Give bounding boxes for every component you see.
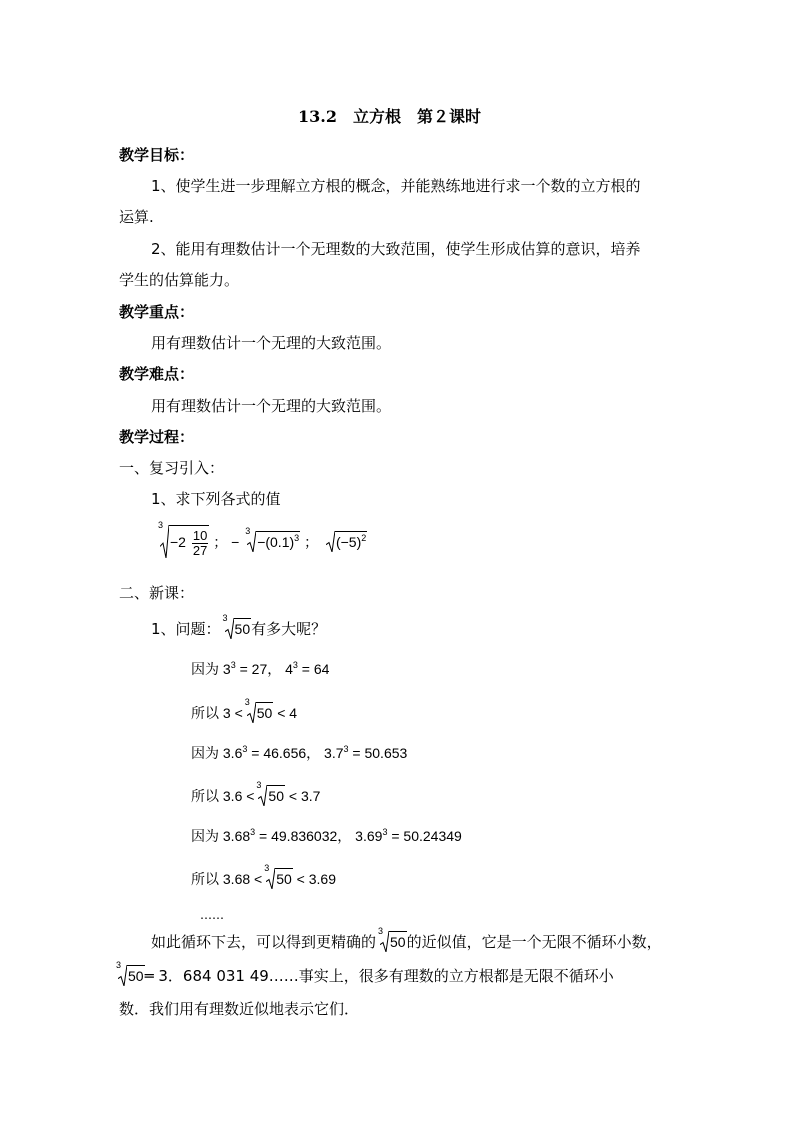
step-because-2: 因为 $3.6^3 = 46.656$， $3.7^3 = 50.653$ xyxy=(191,744,408,761)
ellipsis: …… xyxy=(200,908,224,922)
difficult-points-heading: 教学难点： xyxy=(119,365,195,383)
radical-icon xyxy=(247,702,256,723)
exponent: 3 xyxy=(294,533,300,544)
radical-icon xyxy=(326,531,335,552)
radicand: (−5) xyxy=(335,534,362,551)
root-index: 3 xyxy=(222,613,228,623)
cube-root-50: 3 50 xyxy=(244,697,273,721)
goal1-line1: 1、使学生进一步理解立方根的概念，并能熟练地进行求一个数的立方根的 xyxy=(151,177,641,195)
cube-root-50: 3 50 xyxy=(116,960,144,984)
difficult-points-text: 用有理数估计一个无理的大致范围。 xyxy=(151,397,392,415)
root-index: 3 xyxy=(158,520,164,530)
radicand-minus: −2 xyxy=(170,534,186,551)
goal1-line2: 运算. xyxy=(119,208,154,226)
cube-root-expression xyxy=(245,526,300,552)
step-so-2: 所以 3.6 < 3 50 < 3.7 xyxy=(191,780,321,804)
process-heading: 教学过程： xyxy=(119,428,195,446)
radical-icon xyxy=(160,525,169,558)
key-points-text: 用有理数估计一个无理的大致范围。 xyxy=(151,334,392,352)
minus-sign: − xyxy=(231,534,240,551)
key-points-heading: 教学重点： xyxy=(119,303,195,321)
separator: ； xyxy=(213,534,228,551)
page-title: 13.2 立方根 第２课时 xyxy=(298,107,481,126)
cube-root-50: 3 50 xyxy=(378,926,406,950)
radical-icon xyxy=(380,931,389,952)
root-index: 3 xyxy=(245,526,251,537)
new-lesson-heading: 二、新课： xyxy=(119,584,195,602)
conclusion-line3: 数．我们用有理数近似地表示它们． xyxy=(119,1000,360,1018)
conclusion-line2: 3 50═ 3．684 031 49……事实上，很多有理数的立方根都是无限不循环小 xyxy=(116,960,614,985)
radical-icon xyxy=(266,868,275,889)
problem-suffix: 有多大呢？ xyxy=(251,620,327,638)
step-so-3: 所以 3.68 < 3 50 < 3.69 xyxy=(191,863,336,887)
exponent: 2 xyxy=(361,533,367,544)
cube-root-expression xyxy=(158,520,209,558)
step-because-1: 因为 $3^3 = 27$， $4^3 = 64$ xyxy=(191,660,330,677)
cube-root-50 xyxy=(222,613,252,639)
review-item: 1、求下列各式的值 xyxy=(151,490,281,508)
cube-root-50: 3 50 xyxy=(256,780,284,804)
problem-prefix: 1、问题： xyxy=(151,620,221,638)
radical-icon xyxy=(225,618,234,639)
radical-icon xyxy=(247,531,256,552)
radicand: −(0.1) xyxy=(257,534,295,551)
review-expressions xyxy=(156,520,367,558)
step-because-3: 因为 $3.68^3 = 49.836032$， $3.69^3 = 50.24349$ xyxy=(191,827,462,844)
step-so-1: 所以 3 < 3 50 < 4 xyxy=(191,697,298,721)
mixed-fraction xyxy=(192,529,208,558)
cube-root-50: 3 50 xyxy=(264,863,292,887)
radicand: 50 xyxy=(234,618,252,638)
goals-heading: 教学目标： xyxy=(119,146,195,164)
conclusion-line1: 如此循环下去，可以得到更精确的 3 50的近似值，它是一个无限不循环小数， xyxy=(151,926,662,951)
goal2-line2: 学生的估算能力。 xyxy=(119,271,240,289)
radical-icon xyxy=(258,785,267,806)
radical-icon xyxy=(118,965,127,986)
fraction-numerator: 10 xyxy=(192,528,208,543)
square-root-expression xyxy=(324,531,367,552)
goal2-line1: 2、能用有理数估计一个无理数的大致范围，使学生形成估算的意识，培养 xyxy=(151,240,641,258)
review-heading: 一、复习引入： xyxy=(119,459,225,477)
separator: ； xyxy=(304,534,319,551)
problem-line xyxy=(151,613,327,639)
fraction-denominator: 27 xyxy=(192,543,208,558)
